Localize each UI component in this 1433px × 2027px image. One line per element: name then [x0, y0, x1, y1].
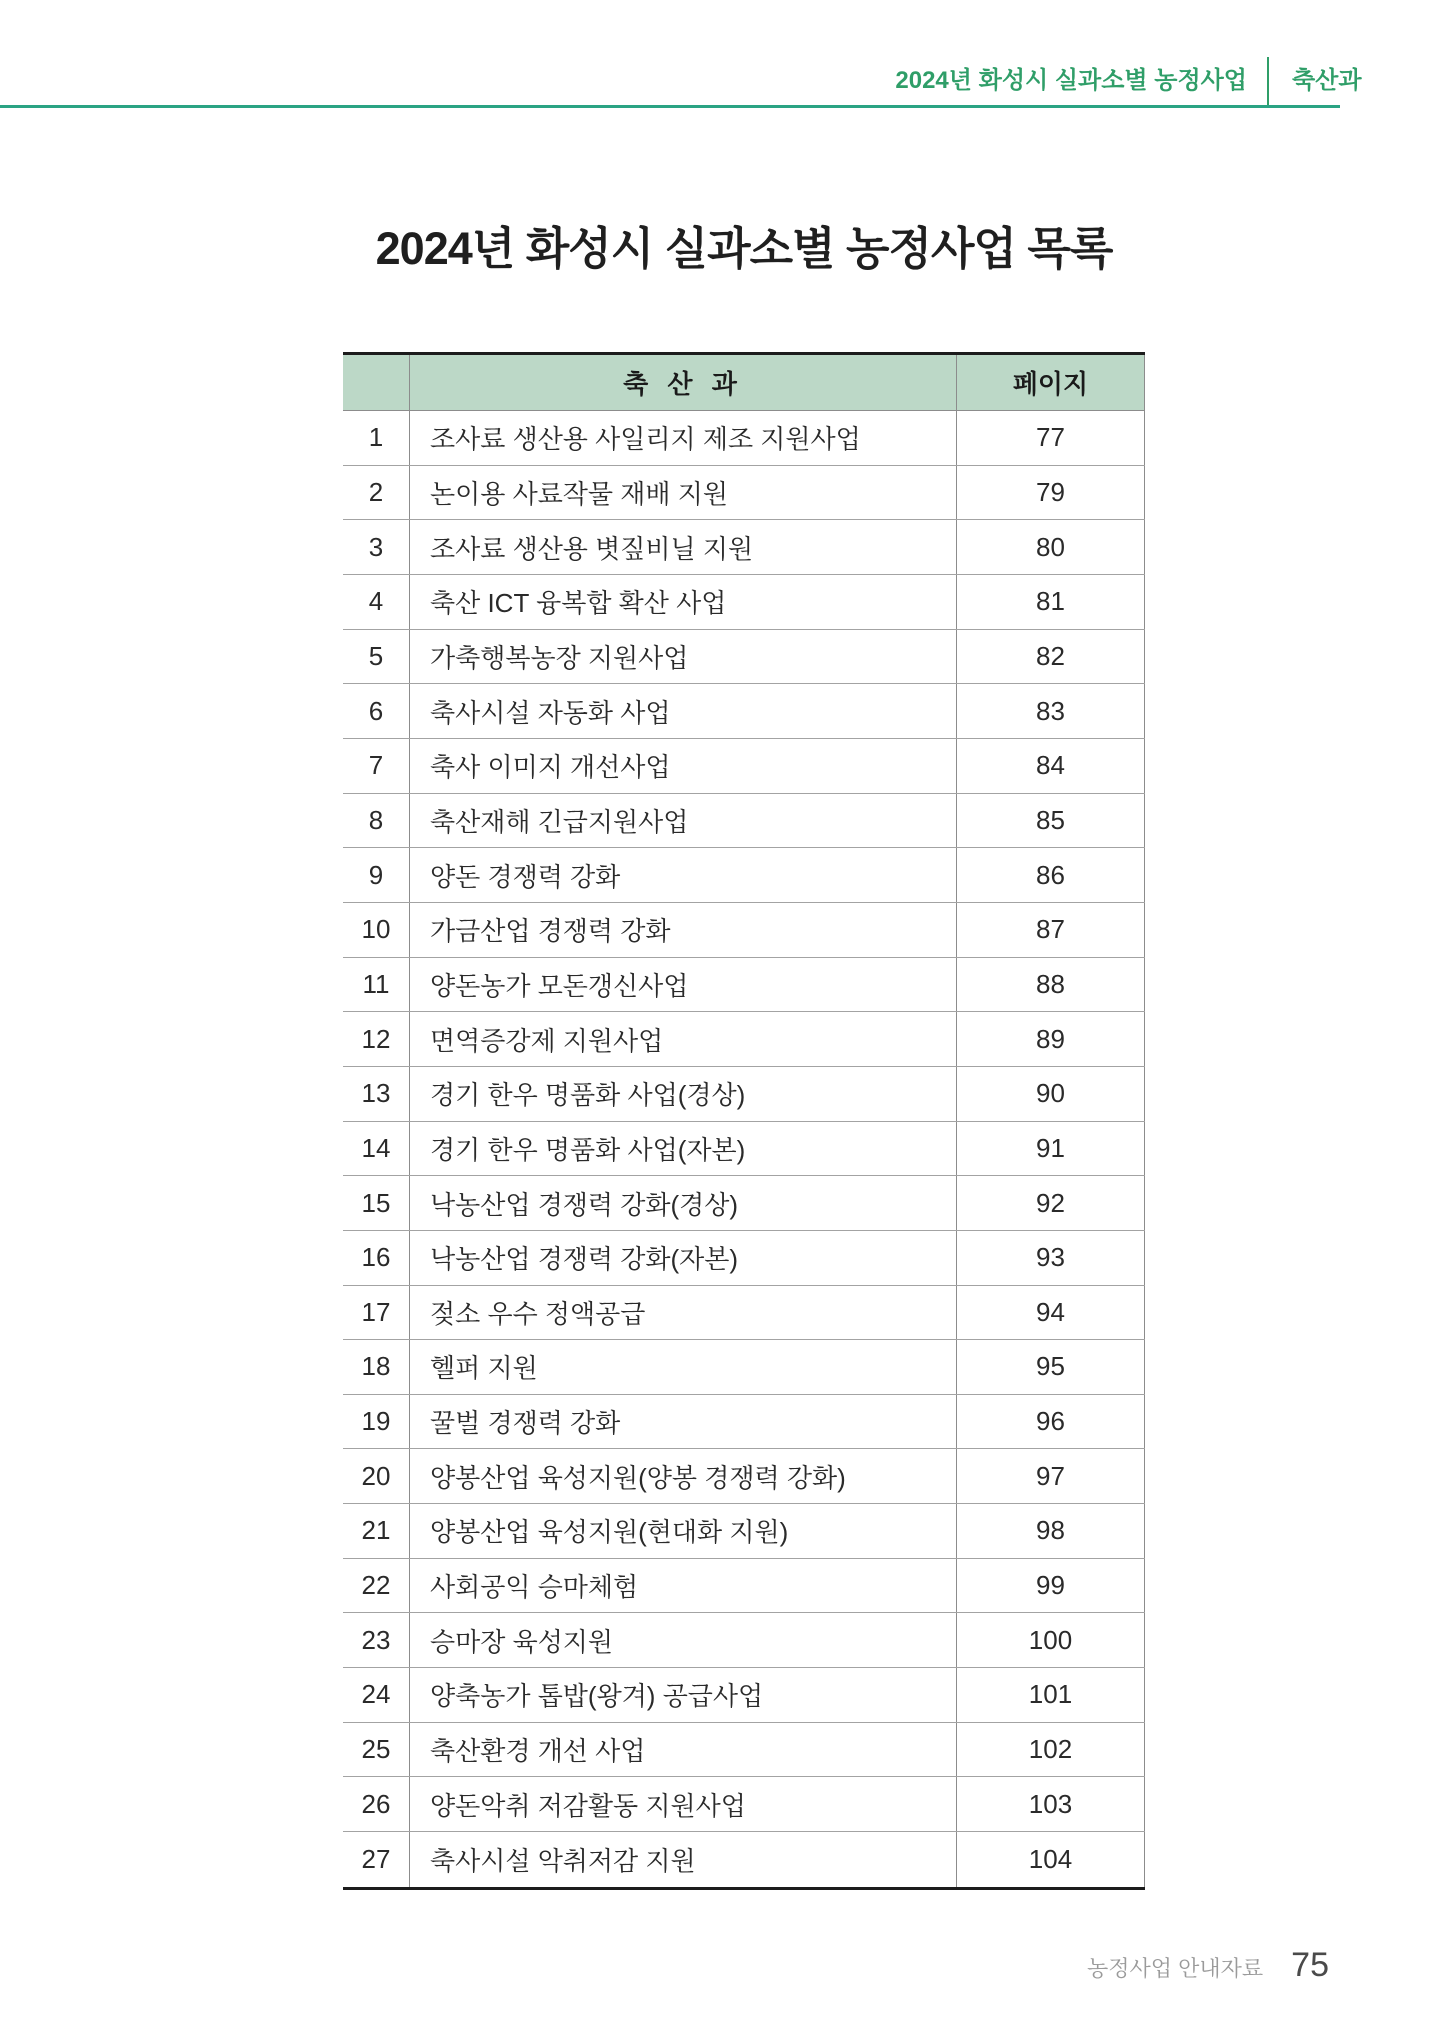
- project-name: 가금산업 경쟁력 강화: [410, 903, 957, 957]
- row-number: 12: [343, 1012, 410, 1066]
- project-name: 조사료 생산용 볏짚비닐 지원: [410, 520, 957, 574]
- row-number: 27: [343, 1832, 410, 1887]
- project-name: 사회공익 승마체험: [410, 1559, 957, 1613]
- row-number: 16: [343, 1231, 410, 1285]
- table-row: [343, 1777, 1145, 1832]
- table-row: [343, 1012, 1145, 1067]
- page-number: 93: [957, 1231, 1145, 1285]
- row-number: 21: [343, 1504, 410, 1558]
- row-number: 19: [343, 1395, 410, 1449]
- table-row: [343, 1340, 1145, 1395]
- row-number: 7: [343, 739, 410, 793]
- table-row: [343, 1395, 1145, 1450]
- page-number: 100: [957, 1613, 1145, 1667]
- row-number: 13: [343, 1067, 410, 1121]
- project-name: 논이용 사료작물 재배 지원: [410, 466, 957, 520]
- project-name: 축사시설 악취저감 지원: [410, 1832, 957, 1887]
- row-number: 4: [343, 575, 410, 629]
- table-row: [343, 1668, 1145, 1723]
- table-row: [343, 684, 1145, 739]
- page-number: 102: [957, 1723, 1145, 1777]
- project-name: 양돈농가 모돈갱신사업: [410, 958, 957, 1012]
- page-number: 101: [957, 1668, 1145, 1722]
- row-number: 22: [343, 1559, 410, 1613]
- row-number: 11: [343, 958, 410, 1012]
- page-number: 104: [957, 1832, 1145, 1887]
- project-name: 양축농가 톱밥(왕겨) 공급사업: [410, 1668, 957, 1722]
- page-number: 87: [957, 903, 1145, 957]
- row-number: 2: [343, 466, 410, 520]
- table-row: [343, 958, 1145, 1013]
- project-name: 가축행복농장 지원사업: [410, 630, 957, 684]
- table-row: [343, 1613, 1145, 1668]
- project-name: 면역증강제 지원사업: [410, 1012, 957, 1066]
- project-name: 낙농산업 경쟁력 강화(자본): [410, 1231, 957, 1285]
- page-number: 82: [957, 630, 1145, 684]
- project-name: 꿀벌 경쟁력 강화: [410, 1395, 957, 1449]
- page-number: 96: [957, 1395, 1145, 1449]
- table-row: [343, 520, 1145, 575]
- table-row: [343, 848, 1145, 903]
- table-row: [343, 903, 1145, 958]
- row-number: 15: [343, 1176, 410, 1230]
- row-number: 1: [343, 411, 410, 465]
- row-number: 26: [343, 1777, 410, 1831]
- project-name: 젖소 우수 정액공급: [410, 1286, 957, 1340]
- table-row: [343, 411, 1145, 466]
- page-number: 84: [957, 739, 1145, 793]
- table-header-page: 페이지: [957, 355, 1145, 410]
- row-number: 25: [343, 1723, 410, 1777]
- project-name: 조사료 생산용 사일리지 제조 지원사업: [410, 411, 957, 465]
- page-number: 79: [957, 466, 1145, 520]
- row-number: 17: [343, 1286, 410, 1340]
- page-number: 91: [957, 1122, 1145, 1176]
- page-number: 90: [957, 1067, 1145, 1121]
- row-number: 8: [343, 794, 410, 848]
- project-name: 축사 이미지 개선사업: [410, 739, 957, 793]
- page-footer: [1087, 1946, 1329, 1985]
- table-row: [343, 1286, 1145, 1341]
- table-row: [343, 1231, 1145, 1286]
- table-row: [343, 739, 1145, 794]
- page-title: 2024년 화성시 실과소별 농정사업 목록: [375, 223, 1113, 274]
- project-name: 승마장 육성지원: [410, 1613, 957, 1667]
- project-name: 양봉산업 육성지원(현대화 지원): [410, 1504, 957, 1558]
- project-name: 경기 한우 명품화 사업(자본): [410, 1122, 957, 1176]
- project-name: 축사시설 자동화 사업: [410, 684, 957, 738]
- project-name: 축산 ICT 융복합 확산 사업: [410, 575, 957, 629]
- table-row: [343, 1176, 1145, 1231]
- page-number: 88: [957, 958, 1145, 1012]
- row-number: 24: [343, 1668, 410, 1722]
- row-number: 3: [343, 520, 410, 574]
- page-number: 97: [957, 1449, 1145, 1503]
- row-number: 20: [343, 1449, 410, 1503]
- header-rule: [0, 105, 1340, 108]
- page-number: 85: [957, 794, 1145, 848]
- page-number: 86: [957, 848, 1145, 902]
- row-number: 9: [343, 848, 410, 902]
- row-number: 10: [343, 903, 410, 957]
- table-header-number: [343, 355, 410, 410]
- table-body: [343, 411, 1145, 1887]
- table-row: [343, 630, 1145, 685]
- page-number: 81: [957, 575, 1145, 629]
- page-number: 77: [957, 411, 1145, 465]
- project-name: 양봉산업 육성지원(양봉 경쟁력 강화): [410, 1449, 957, 1503]
- table-row: [343, 794, 1145, 849]
- page-number: 83: [957, 684, 1145, 738]
- table-header-row: [343, 355, 1145, 411]
- project-name: 경기 한우 명품화 사업(경상): [410, 1067, 957, 1121]
- page-number: 92: [957, 1176, 1145, 1230]
- project-name: 양돈악취 저감활동 지원사업: [410, 1777, 957, 1831]
- page-number: 98: [957, 1504, 1145, 1558]
- running-header-title: 2024년 화성시 실과소별 농정사업: [895, 67, 1247, 94]
- project-name: 헬퍼 지원: [410, 1340, 957, 1394]
- page-number: 89: [957, 1012, 1145, 1066]
- page-number: 95: [957, 1340, 1145, 1394]
- running-header-section: 축산과: [1292, 67, 1362, 94]
- row-number: 14: [343, 1122, 410, 1176]
- table-row: [343, 466, 1145, 521]
- project-name: 낙농산업 경쟁력 강화(경상): [410, 1176, 957, 1230]
- table-row: [343, 1832, 1145, 1887]
- table-row: [343, 1723, 1145, 1778]
- running-header-divider: [1267, 57, 1269, 107]
- row-number: 5: [343, 630, 410, 684]
- page-number: 99: [957, 1559, 1145, 1613]
- table-row: [343, 1559, 1145, 1614]
- project-name: 양돈 경쟁력 강화: [410, 848, 957, 902]
- page-number: 103: [957, 1777, 1145, 1831]
- row-number: 23: [343, 1613, 410, 1667]
- table-row: [343, 1122, 1145, 1177]
- footer-label: 농정사업 안내자료: [1087, 1956, 1264, 1981]
- page-number: 94: [957, 1286, 1145, 1340]
- footer-page-number: 75: [1291, 1946, 1329, 1984]
- project-name: 축산환경 개선 사업: [410, 1723, 957, 1777]
- table-row: [343, 1067, 1145, 1122]
- projects-table: [343, 352, 1145, 1890]
- table-row: [343, 575, 1145, 630]
- table-header-department: 축 산 과: [410, 355, 957, 410]
- table-row: [343, 1504, 1145, 1559]
- page-number: 80: [957, 520, 1145, 574]
- project-name: 축산재해 긴급지원사업: [410, 794, 957, 848]
- row-number: 6: [343, 684, 410, 738]
- row-number: 18: [343, 1340, 410, 1394]
- table-row: [343, 1449, 1145, 1504]
